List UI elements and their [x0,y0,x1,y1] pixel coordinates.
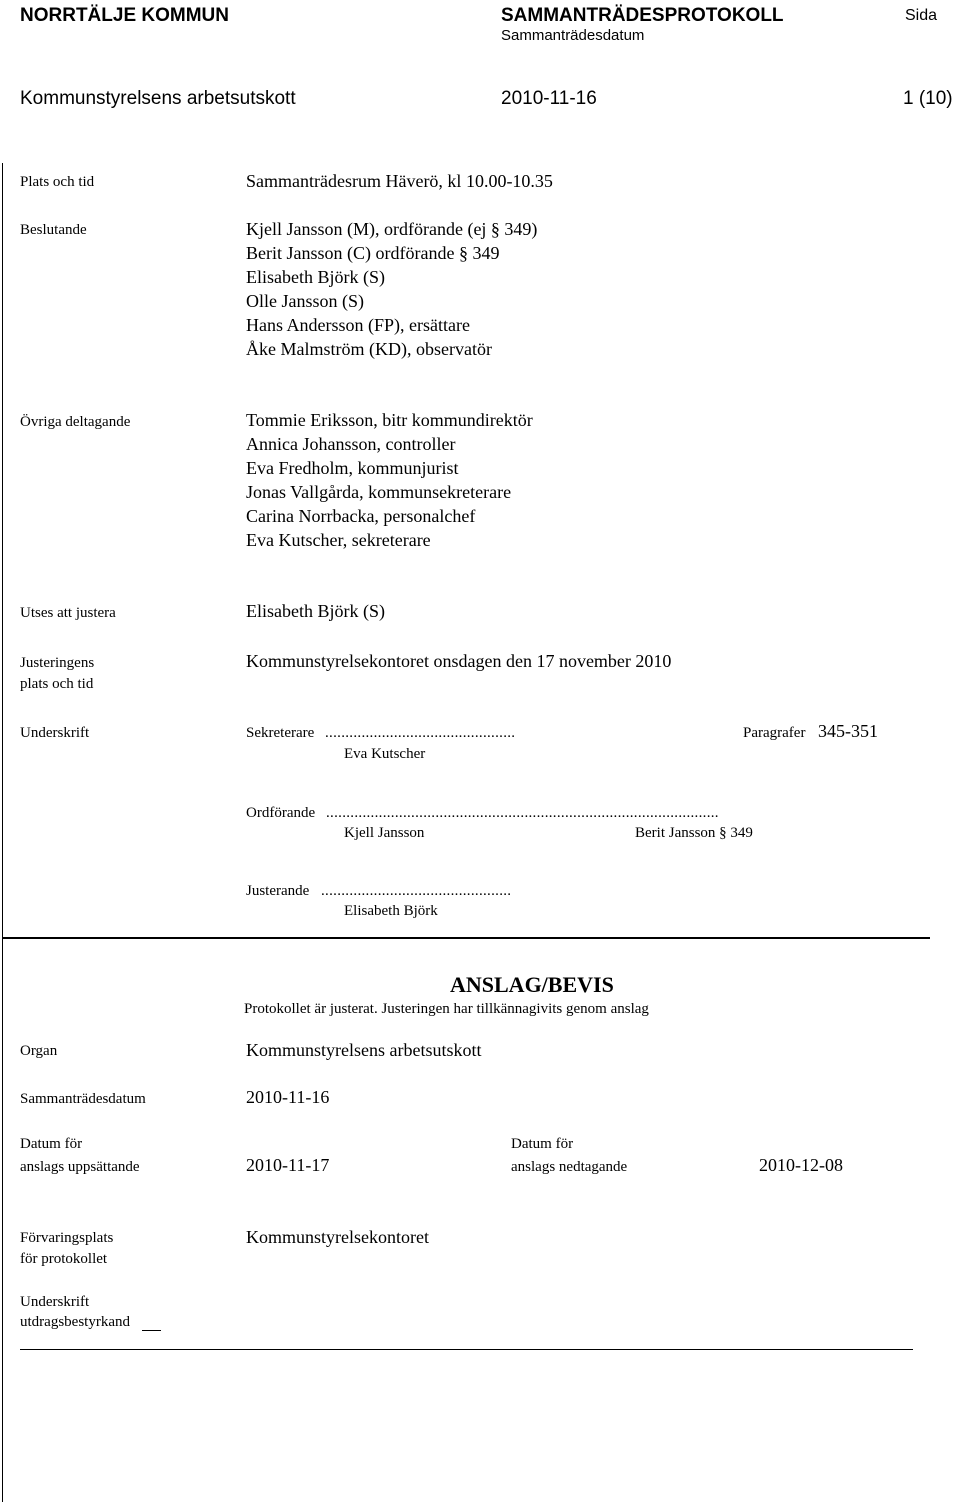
participant: Eva Kutscher, sekreterare [246,530,431,550]
cert-label-2: utdragsbestyrkand [20,1314,130,1330]
notice-meeting-date-value: 2010-11-16 [246,1087,330,1107]
bottom-signature-line [20,1349,913,1350]
cert-label-1: Underskrift [20,1294,90,1310]
organ-value: Kommunstyrelsens arbetsutskott [246,1040,482,1060]
posted-date: 2010-11-17 [246,1155,330,1175]
document-title: SAMMANTRÄDESPROTOKOLL [501,5,784,26]
removed-label-1: Datum för [511,1136,574,1152]
participant: Eva Fredholm, kommunjurist [246,458,459,478]
place-time-value: Sammanträdesrum Häverö, kl 10.00-10.35 [246,171,553,191]
adjusting-label: Justerande [246,883,310,899]
section-divider [2,937,930,939]
organ-label: Organ [20,1043,58,1059]
place-time-label: Plats och tid [20,174,95,190]
paragraphs-value: 345-351 [818,721,878,741]
adjusting-signature-line: ............................................... [321,883,512,899]
notice-meeting-date-label: Sammanträdesdatum [20,1091,146,1107]
signature-label: Underskrift [20,725,90,741]
paragraphs-label: Paragrafer [743,725,806,741]
adjust-place-label-1: Justeringens [20,655,95,671]
removed-label-2: anslags nedtagande [511,1159,628,1175]
participant: Jonas Vallgårda, kommunsekreterare [246,482,512,502]
deciding-list [246,217,537,361]
adjuster-label: Utses att justera [20,605,116,621]
deciding-label: Beslutande [20,222,87,238]
posted-label-1: Datum för [20,1136,83,1152]
chair-name-2: Berit Jansson § 349 [635,825,753,841]
committee-name: Kommunstyrelsens arbetsutskott [20,88,296,109]
page-number: 1 (10) [903,88,953,109]
adjusting-name: Elisabeth Björk [344,903,438,919]
chair-name-1: Kjell Jansson [344,825,425,841]
deciding-member: Elisabeth Björk (S) [246,267,385,287]
cert-underscore [142,1330,161,1331]
left-margin-rule [2,163,3,1502]
notice-title: ANSLAG/BEVIS [450,972,614,997]
notice-subtitle: Protokollet är justerat. Justeringen har tillkännagivits genom anslag [244,1001,649,1017]
storage-label-2: för protokollet [20,1251,108,1267]
participant: Carina Norrbacka, personalchef [246,506,476,526]
deciding-member: Kjell Jansson (M), ordförande (ej § 349) [246,219,538,239]
adjust-place-value: Kommunstyrelsekontoret onsdagen den 17 november 2010 [246,651,672,671]
participant: Annica Johansson, controller [246,434,456,454]
storage-label-1: Förvaringsplats [20,1230,114,1246]
meeting-date: 2010-11-16 [501,88,597,109]
storage-value: Kommunstyrelsekontoret [246,1227,429,1247]
chair-signature-line: ................................................................................................. [326,805,719,821]
deciding-member: Olle Jansson (S) [246,291,364,311]
adjuster-value: Elisabeth Björk (S) [246,601,385,621]
others-list [246,408,533,552]
chair-label: Ordförande [246,805,316,821]
deciding-member: Åke Malmström (KD), observatör [246,339,492,359]
adjust-place-label-2: plats och tid [20,676,94,692]
others-label: Övriga deltagande [20,414,131,430]
secretary-signature-line: ............................................... [325,725,516,741]
meeting-date-header-label: Sammanträdesdatum [501,27,645,44]
secretary-label: Sekreterare [246,725,315,741]
posted-label-2: anslags uppsättande [20,1159,140,1175]
page-label: Sida [905,7,938,24]
municipality-name: NORRTÄLJE KOMMUN [20,5,229,26]
participant: Tommie Eriksson, bitr kommundirektör [246,410,533,430]
removed-date: 2010-12-08 [759,1155,843,1175]
deciding-member: Berit Jansson (C) ordförande § 349 [246,243,500,263]
secretary-name: Eva Kutscher [344,746,426,762]
deciding-member: Hans Andersson (FP), ersättare [246,315,470,335]
